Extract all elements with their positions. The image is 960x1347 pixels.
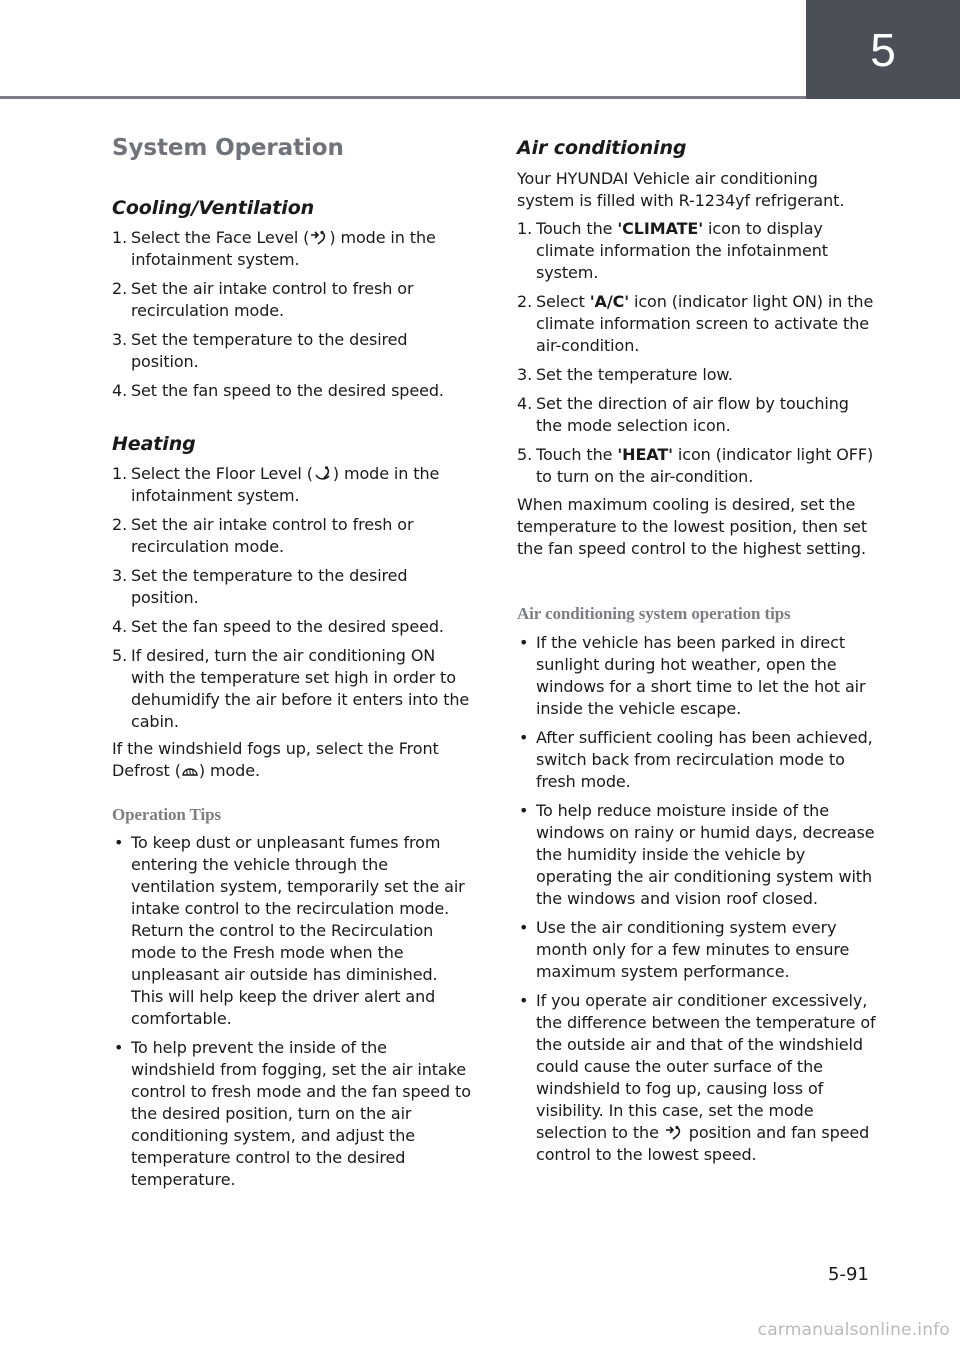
list-item: • Use the air conditioning system every month only for a few minutes to ensure maximum system performance. [519, 918, 850, 981]
list-item: 2. Set the air intake control to fresh or recirculation mode. [112, 515, 414, 556]
list-item: 1. Touch the 'CLIMATE' icon to display climate information the infotainment system. [517, 219, 828, 282]
cooling-steps [112, 227, 472, 409]
list-item: • If you operate air conditioner excessively, the difference between the temperature of the outside air and that of the windshield could cause the outer surface of the windshield to fog up, causing loss of visibility. In this case, set the mode selection to the position and fan speed control to the lowest speed. [519, 991, 876, 1164]
watermark: carmanualsonline.info [757, 1320, 950, 1340]
operation-tips-heading: Operation Tips [112, 805, 221, 824]
ac-intro: Your HYUNDAI Vehicle air conditioning system is filled with R-1234yf refrigerant. [517, 169, 845, 210]
page-number: 5-91 [828, 1264, 869, 1285]
defrost-paragraph: If the windshield fogs up, select the Front Defrost ( ) mode. [112, 739, 439, 780]
operation-tips-list [112, 832, 472, 1198]
face-level-icon [309, 230, 329, 246]
list-item: • To help reduce moisture inside of the windows on rainy or humid days, decrease the humidity inside the vehicle by operating the air conditioning system with the windows and vision roof closed. [519, 801, 875, 908]
list-item: 3. Set the temperature low. [517, 365, 733, 384]
list-item: 4. Set the fan speed to the desired speed. [112, 381, 444, 400]
heating-steps [112, 463, 472, 740]
list-item: 4. Set the direction of air flow by touching the mode selection icon. [517, 394, 849, 435]
floor-level-icon [313, 466, 333, 482]
ac-tips-list [517, 632, 879, 1173]
list-item: 5. Touch the 'HEAT' icon (indicator light OFF) to turn on the air-condition. [517, 445, 874, 486]
list-item: 2. Select 'A/C' icon (indicator light ON) in the climate information screen to activate the air-condition. [517, 292, 874, 355]
ac-steps [517, 218, 879, 495]
list-item: 1. Select the Face Level ( ) mode in the infotainment system. [112, 228, 436, 269]
list-item: 1. Select the Floor Level ( ) mode in the infotainment system. [112, 464, 440, 505]
front-defrost-icon [181, 763, 199, 779]
list-item: • After sufficient cooling has been achieved, switch back from recirculation mode to fresh mode. [519, 728, 873, 791]
section-title: System Operation [112, 135, 344, 161]
list-item: • To keep dust or unpleasant fumes from entering the vehicle through the ventilation system, temporarily set the air intake control to the recirculation mode. Return the control to the Recirculation mode to the Fresh mode when the unpleasant air outside has diminished. This will help keep the driver alert and comfortable. [114, 833, 465, 1028]
list-item: 2. Set the air intake control to fresh or recirculation mode. [112, 279, 414, 320]
list-item: • To help prevent the inside of the windshield from fogging, set the air intake control to fresh mode and the fan speed to the desired position, turn on the air conditioning system, and adjust the temperature control to the desired temperature. [114, 1038, 471, 1189]
header-rule [0, 96, 806, 99]
ac-tips-heading: Air conditioning system operation tips [517, 604, 791, 623]
list-item: 3. Set the temperature to the desired position. [112, 566, 408, 607]
list-item: • If the vehicle has been parked in direct sunlight during hot weather, open the windows for a short time to let the hot air inside the vehicle escape. [519, 633, 866, 718]
chapter-number: 5 [870, 23, 896, 76]
cooling-heading: Cooling/Ventilation [112, 197, 315, 219]
list-item: 4. Set the fan speed to the desired speed. [112, 617, 444, 636]
ac-heading: Air conditioning [517, 137, 687, 159]
face-level-icon [664, 1125, 684, 1141]
list-item: 3. Set the temperature to the desired position. [112, 330, 408, 371]
max-cooling-paragraph: When maximum cooling is desired, set the temperature to the lowest position, then set the fan speed control to the highest setting. [517, 495, 868, 558]
list-item: 5. If desired, turn the air conditioning ON with the temperature set high in order to dehumidify the air before it enters into the cabin. [112, 646, 470, 731]
heating-heading: Heating [112, 433, 196, 455]
chapter-tab [806, 0, 960, 99]
